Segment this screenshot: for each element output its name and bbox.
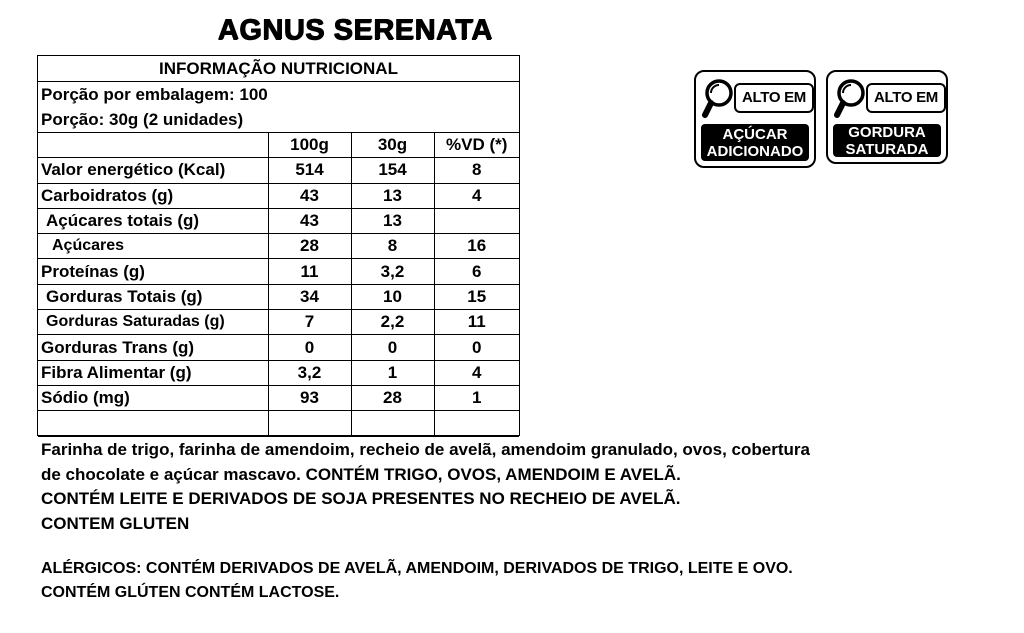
row-value-30g: 13 xyxy=(351,208,434,233)
row-value-vd: 11 xyxy=(434,310,519,335)
badge-nutrient-line: SATURADA xyxy=(845,140,929,158)
header-cell-vd: %VD (*) xyxy=(434,133,519,158)
header-cell-blank xyxy=(38,133,268,158)
panel-heading: INFORMAÇÃO NUTRICIONAL xyxy=(38,56,519,82)
row-label: Gorduras Trans (g) xyxy=(38,335,268,360)
table-row xyxy=(38,183,519,208)
badge-top xyxy=(832,76,942,120)
row-label: Carboidratos (g) xyxy=(38,183,268,208)
row-value-30g: 28 xyxy=(351,385,434,410)
nutrition-facts-panel xyxy=(37,55,520,436)
high-saturated-fat-badge xyxy=(826,70,948,164)
allergens-line: CONTÉM GLÚTEN CONTÉM LACTOSE. xyxy=(41,584,340,601)
badge-nutrient-line: AÇÚCAR xyxy=(722,125,788,143)
row-value-100g: 93 xyxy=(268,385,351,410)
row-value-30g: 1 xyxy=(351,360,434,385)
row-value-30g: 3,2 xyxy=(351,259,434,284)
row-label: Açúcares totais (g) xyxy=(38,208,268,233)
high-added-sugar-badge xyxy=(694,70,816,168)
row-label: Fibra Alimentar (g) xyxy=(38,360,268,385)
badge-nutrient-line: GORDURA xyxy=(848,123,926,141)
ingredients-line: Farinha de trigo, farinha de amendoim, recheio de avelã, amendoim granulado, ovos, cobertura xyxy=(41,440,810,459)
badge-nutrient-line: ADICIONADO xyxy=(706,142,804,160)
portions-per-package: Porção por embalagem: 100 xyxy=(41,85,268,104)
ingredients-text xyxy=(41,438,961,536)
table-row-empty xyxy=(38,411,519,436)
row-value-vd xyxy=(434,208,519,233)
nutrition-table xyxy=(38,132,519,437)
row-value-30g: 0 xyxy=(351,335,434,360)
row-label: Sódio (mg) xyxy=(38,385,268,410)
portion-size: Porção: 30g (2 unidades) xyxy=(41,110,244,129)
badge-alto-label: ALTO EM xyxy=(734,83,814,113)
row-value-100g xyxy=(268,411,351,436)
row-value-100g: 43 xyxy=(268,183,351,208)
table-row xyxy=(38,284,519,309)
row-value-vd xyxy=(434,411,519,436)
table-row xyxy=(38,208,519,233)
table-header-row xyxy=(38,133,519,158)
row-value-vd: 8 xyxy=(434,158,519,183)
allergens-line: ALÉRGICOS: CONTÉM DERIVADOS DE AVELÃ, AMENDOIM, DERIVADOS DE TRIGO, LEITE E OVO. xyxy=(41,560,793,577)
header-cell-100g: 100g xyxy=(268,133,351,158)
row-value-vd: 1 xyxy=(434,385,519,410)
row-value-vd: 6 xyxy=(434,259,519,284)
table-row xyxy=(38,335,519,360)
row-value-vd: 0 xyxy=(434,335,519,360)
badge-nutrient-label xyxy=(701,124,809,161)
row-value-100g: 43 xyxy=(268,208,351,233)
header-cell-30g: 30g xyxy=(351,133,434,158)
table-row xyxy=(38,234,519,259)
row-value-30g: 2,2 xyxy=(351,310,434,335)
row-value-30g: 8 xyxy=(351,234,434,259)
row-value-100g: 7 xyxy=(268,310,351,335)
row-value-30g: 154 xyxy=(351,158,434,183)
row-value-vd: 16 xyxy=(434,234,519,259)
table-row xyxy=(38,259,519,284)
row-value-vd: 15 xyxy=(434,284,519,309)
row-value-100g: 0 xyxy=(268,335,351,360)
row-value-30g: 13 xyxy=(351,183,434,208)
table-row xyxy=(38,360,519,385)
badge-nutrient-label xyxy=(833,124,941,157)
badge-alto-label: ALTO EM xyxy=(866,83,946,113)
ingredients-line: de chocolate e açúcar mascavo. CONTÉM TRIGO, OVOS, AMENDOIM E AVELÃ. xyxy=(41,464,681,484)
table-row xyxy=(38,385,519,410)
row-value-100g: 28 xyxy=(268,234,351,259)
ingredients-line: CONTÉM LEITE E DERIVADOS DE SOJA PRESENTES NO RECHEIO DE AVELÃ. xyxy=(41,489,681,508)
row-value-30g xyxy=(351,411,434,436)
product-title: AGNUS SERENATA xyxy=(217,14,493,46)
row-label: Gorduras Saturadas (g) xyxy=(38,310,268,335)
row-value-vd: 4 xyxy=(434,360,519,385)
ingredients-line: CONTEM GLUTEN xyxy=(41,513,190,533)
row-label: Açúcares xyxy=(38,234,268,259)
row-value-vd: 4 xyxy=(434,183,519,208)
badge-top xyxy=(700,76,810,120)
row-label: Valor energético (Kcal) xyxy=(38,158,268,183)
row-label: Proteínas (g) xyxy=(38,259,268,284)
row-label: Gorduras Totais (g) xyxy=(38,284,268,309)
row-value-100g: 514 xyxy=(268,158,351,183)
row-value-100g: 3,2 xyxy=(268,360,351,385)
row-value-30g: 10 xyxy=(351,284,434,309)
row-value-100g: 34 xyxy=(268,284,351,309)
allergens-text xyxy=(41,557,961,605)
table-row xyxy=(38,310,519,335)
row-value-100g: 11 xyxy=(268,259,351,284)
table-row xyxy=(38,158,519,183)
row-label xyxy=(38,411,268,436)
